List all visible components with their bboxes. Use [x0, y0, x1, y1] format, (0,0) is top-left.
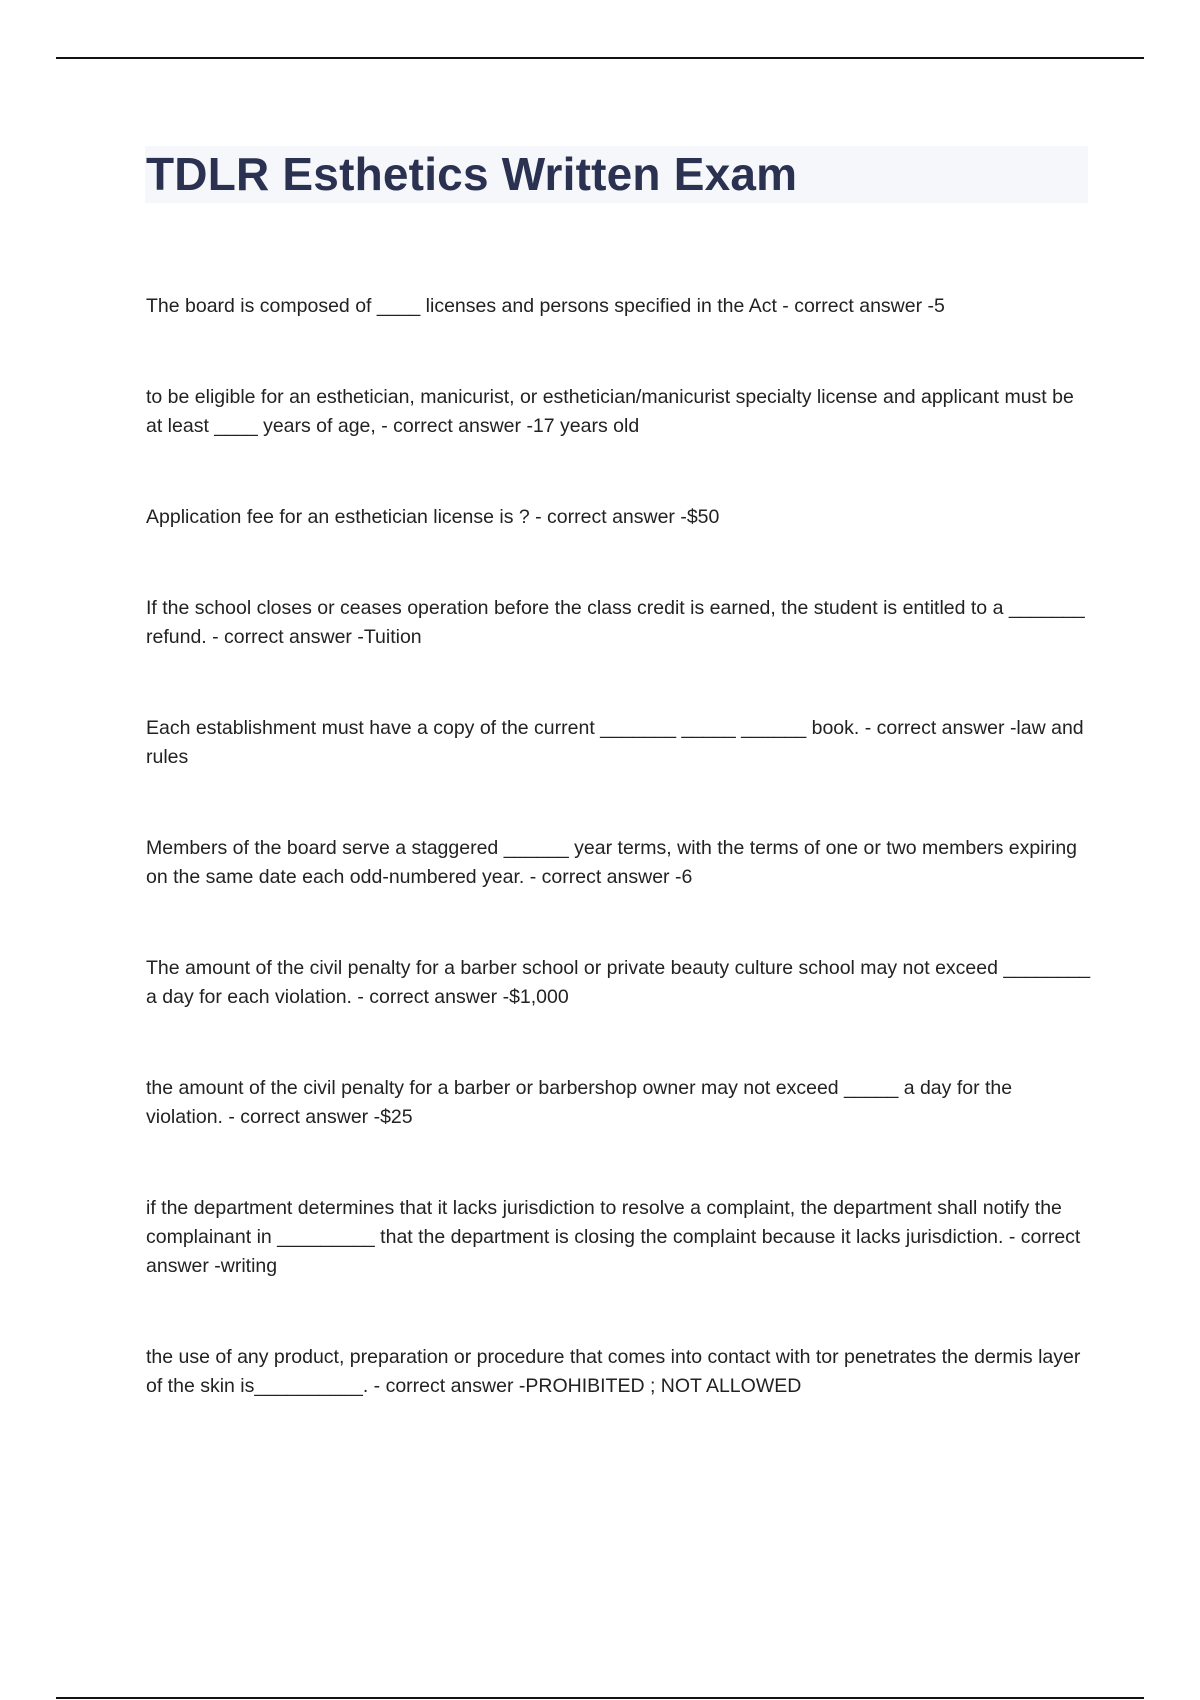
- question-item-2: to be eligible for an esthetician, manicurist, or esthetician/manicurist specialty license and applicant must be at least ____ years of age, - correct answer -17 years old: [146, 386, 1080, 437]
- question-item-1: The board is composed of ____ licenses and persons specified in the Act - correct answer -5: [146, 295, 945, 317]
- question-list: [146, 292, 1096, 1401]
- question-item-9: if the department determines that it lacks jurisdiction to resolve a complaint, the department shall notify the complainant in _________ that the department is closing the complaint because it lacks jurisdiction. - correct answer -writing: [146, 1197, 1086, 1277]
- question-item-8: the amount of the civil penalty for a barber or barbershop owner may not exceed _____ a day for the violation. - correct answer -$25: [146, 1077, 1018, 1128]
- bottom-rule: [56, 1697, 1144, 1699]
- top-rule: [56, 57, 1144, 59]
- question-item-7: The amount of the civil penalty for a barber school or private beauty culture school may not exceed ________ a day for each violation. - correct answer -$1,000: [146, 957, 1096, 1008]
- question-item-4: If the school closes or ceases operation before the class credit is earned, the student is entitled to a _______ refund. - correct answer -Tuition: [146, 597, 1091, 648]
- document-title: TDLR Esthetics Written Exam: [146, 148, 798, 200]
- question-item-10: the use of any product, preparation or procedure that comes into contact with tor penetrates the dermis layer of the skin is__________. - correct answer -PROHIBITED ; NOT ALLOWED: [146, 1346, 1086, 1397]
- question-item-3: Application fee for an esthetician license is ? - correct answer -$50: [146, 506, 720, 528]
- question-item-6: Members of the board serve a staggered ______ year terms, with the terms of one or two members expiring on the same date each odd-numbered year. - correct answer -6: [146, 837, 1083, 888]
- question-item-5: Each establishment must have a copy of the current _______ _____ ______ book. - correct answer -law and rules: [146, 717, 1090, 768]
